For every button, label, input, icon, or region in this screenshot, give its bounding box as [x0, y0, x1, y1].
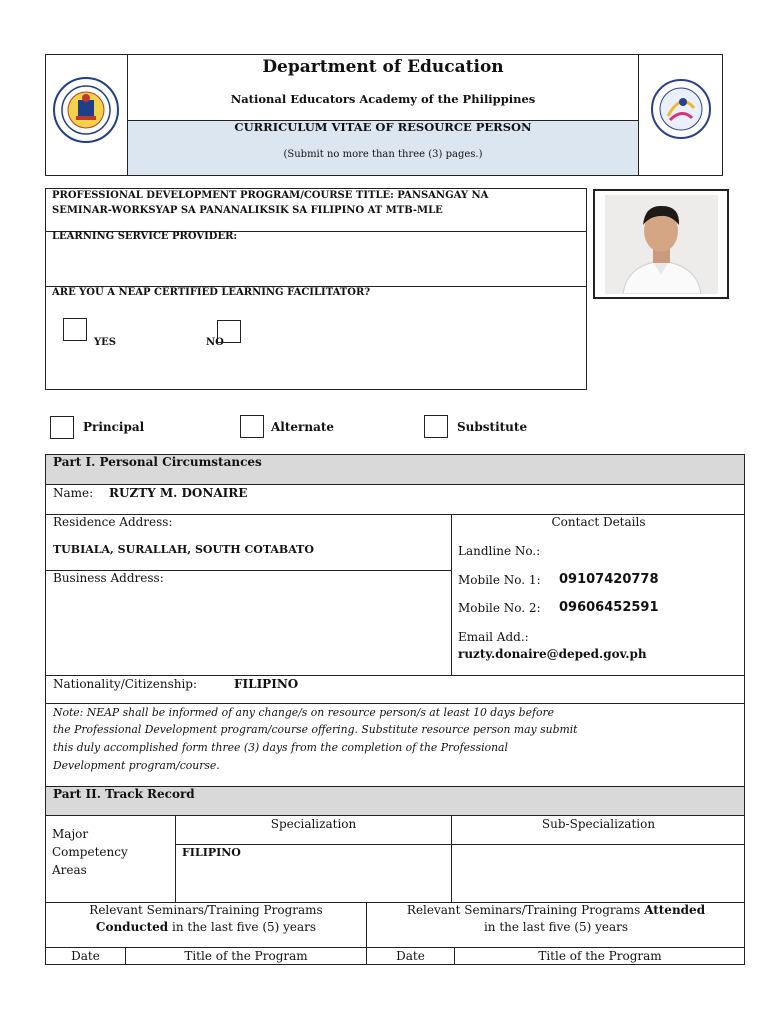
neap-note-line-1: Note: NEAP shall be informed of any change/s on resource person/s at least 10 days before: [53, 706, 555, 719]
major-label-3: Areas: [52, 863, 87, 877]
attended-heading-line-1: [367, 903, 745, 917]
name-label: Name:: [53, 486, 94, 500]
deped-seal-icon: [52, 76, 120, 144]
neap-seal-icon: [646, 78, 716, 140]
conducted-emphasis: Conducted: [95, 920, 169, 934]
name-value: RUZTY M. DONAIRE: [109, 486, 248, 500]
program-title-label-2: SEMINAR-WORKSYAP SA PANANALIKSIK SA FILIPINO AT MTB-MLE: [52, 205, 443, 216]
principal-checkbox[interactable]: [50, 416, 74, 439]
sub-specialization-heading: Sub-Specialization: [541, 817, 656, 831]
conducted-heading-line-1: Relevant Seminars/Training Programs: [89, 903, 323, 917]
major-label-2: Competency: [52, 845, 128, 859]
substitute-label: Substitute: [457, 420, 528, 434]
mobile2-value: 09606452591: [559, 600, 659, 615]
nationality-value: FILIPINO: [234, 677, 299, 691]
academy-name: National Educators Academy of the Philippines: [230, 92, 536, 106]
submission-note: (Submit no more than three (3) pages.): [283, 149, 483, 160]
no-checkbox[interactable]: [217, 320, 241, 343]
mobile1-value: 09107420778: [559, 572, 659, 587]
program-title-label: PROFESSIONAL DEVELOPMENT PROGRAM/COURSE TITLE: PANSANGAY NA: [52, 190, 489, 201]
business-address-label: Business Address:: [53, 571, 164, 585]
alternate-checkbox[interactable]: [240, 415, 264, 438]
conducted-period: in the last five (5) years: [168, 920, 317, 934]
yes-label: YES: [94, 337, 116, 348]
specialization-heading: Specialization: [270, 817, 357, 831]
nationality-label: Nationality/Citizenship:: [53, 677, 198, 691]
neap-note-line-4: Development program/course.: [53, 759, 220, 772]
mobile2-label: Mobile No. 2:: [458, 601, 541, 615]
mobile1-label: Mobile No. 1:: [458, 573, 541, 587]
no-label: NO: [206, 337, 224, 348]
part1-table: [45, 454, 745, 787]
attended-emphasis: Attended: [644, 903, 706, 917]
residence-address-label: Residence Address:: [53, 515, 173, 529]
landline-label: Landline No.:: [458, 544, 541, 558]
learning-service-provider-label: LEARNING SERVICE PROVIDER:: [52, 231, 238, 242]
conducted-title-header: Title of the Program: [184, 949, 308, 963]
part1-heading: Part I. Personal Circumstances: [53, 455, 262, 469]
attended-heading-line-2: in the last five (5) years: [483, 920, 629, 934]
person-photo-icon: [605, 195, 718, 294]
conducted-heading-line-2: [46, 920, 366, 934]
attended-date-header: Date: [396, 949, 425, 963]
form-title: CURRICULUM VITAE OF RESOURCE PERSON: [234, 120, 532, 134]
email-label: Email Add.:: [458, 630, 529, 644]
neap-note-line-3: this duly accomplished form three (3) days from the completion of the Professional: [53, 741, 508, 754]
principal-label: Principal: [83, 420, 145, 434]
attended-prefix: Relevant Seminars/Training Programs: [406, 903, 645, 917]
neap-certified-question: ARE YOU A NEAP CERTIFIED LEARNING FACILITATOR?: [52, 287, 371, 298]
substitute-checkbox[interactable]: [424, 415, 448, 438]
specialization-value: FILIPINO: [182, 846, 241, 859]
department-title: Department of Education: [262, 57, 504, 77]
email-value: ruzty.donaire@deped.gov.ph: [458, 647, 647, 661]
yes-checkbox[interactable]: [63, 318, 87, 341]
neap-note-line-2: the Professional Development program/course offering. Substitute resource person may submit: [53, 723, 578, 736]
residence-address-value: TUBIALA, SURALLAH, SOUTH COTABATO: [53, 543, 314, 556]
attended-title-header: Title of the Program: [538, 949, 662, 963]
contact-details-heading: Contact Details: [551, 515, 646, 529]
alternate-label: Alternate: [271, 420, 335, 434]
part2-heading: Part II. Track Record: [53, 787, 195, 801]
conducted-date-header: Date: [71, 949, 100, 963]
major-label-1: Major: [52, 827, 89, 841]
